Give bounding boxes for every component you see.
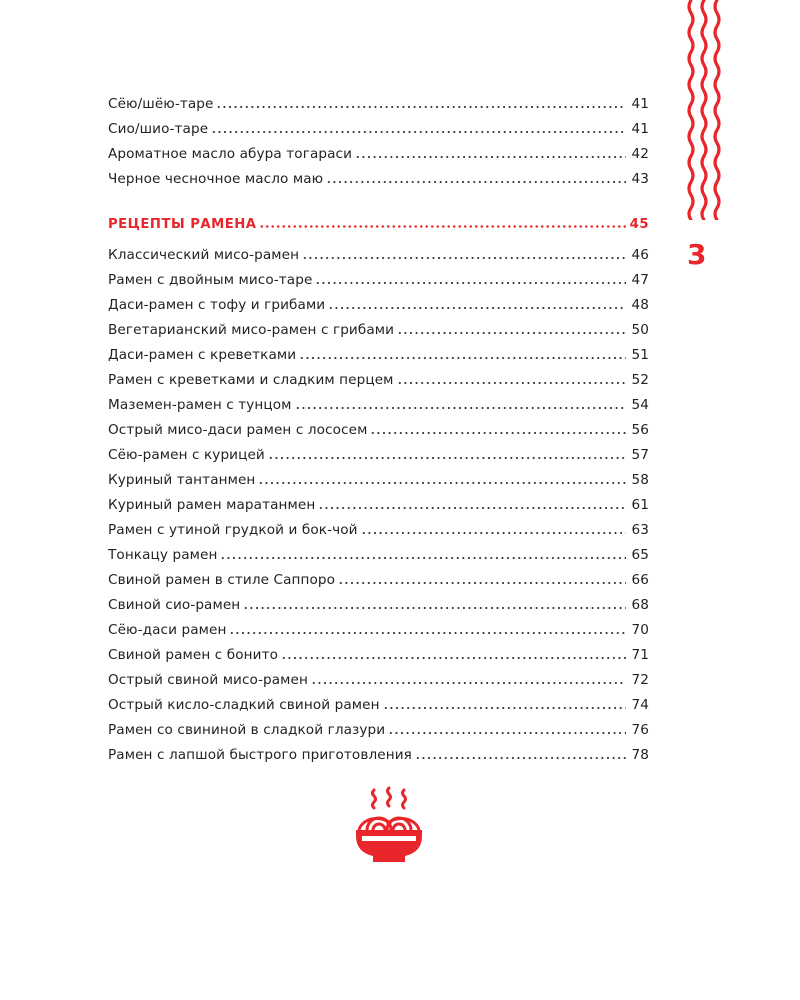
- toc-page: 54: [631, 397, 649, 413]
- toc-page: 51: [631, 347, 649, 363]
- dot-leader: [259, 225, 626, 228]
- section-gap: [108, 192, 649, 212]
- toc-page: 50: [631, 322, 649, 338]
- toc-row[interactable]: [108, 693, 649, 718]
- toc-page: 61: [631, 497, 649, 513]
- toc-row[interactable]: [108, 368, 649, 393]
- dot-leader: [258, 482, 626, 484]
- toc-title: Куриный рамен маратанмен: [108, 497, 316, 513]
- dot-leader: [361, 532, 626, 534]
- toc-title: Острый кисло-сладкий свиной рамен: [108, 697, 380, 713]
- toc-row[interactable]: [108, 743, 649, 768]
- toc-row[interactable]: [108, 468, 649, 493]
- dot-leader: [302, 257, 626, 259]
- toc-row[interactable]: [108, 418, 649, 443]
- toc-row[interactable]: [108, 268, 649, 293]
- toc-page: 46: [631, 247, 649, 263]
- toc-row[interactable]: [108, 117, 649, 142]
- dot-leader: [338, 582, 626, 584]
- dot-leader: [355, 156, 626, 158]
- toc-page: 52: [631, 372, 649, 388]
- toc-page: 43: [631, 171, 649, 187]
- toc-row[interactable]: [108, 318, 649, 343]
- toc-title: Вегетарианский мисо-рамен с грибами: [108, 322, 395, 338]
- toc-row[interactable]: [108, 568, 649, 593]
- table-of-contents: [108, 92, 649, 768]
- dot-leader: [220, 557, 626, 559]
- toc-title: Куриный тантанмен: [108, 472, 256, 488]
- toc-title: Даси-рамен с тофу и грибами: [108, 297, 326, 313]
- toc-row[interactable]: [108, 243, 649, 268]
- toc-title: Свиной сио-рамен: [108, 597, 241, 613]
- toc-row[interactable]: [108, 293, 649, 318]
- toc-row[interactable]: [108, 518, 649, 543]
- toc-title: Острый мисо-даси рамен с лососем: [108, 422, 368, 438]
- toc-page: 65: [631, 547, 649, 563]
- toc-page: 66: [631, 572, 649, 588]
- page-number: 3: [687, 238, 707, 271]
- section-page: 45: [629, 217, 649, 232]
- toc-row[interactable]: [108, 443, 649, 468]
- toc-page: 41: [631, 121, 649, 137]
- toc-page: 72: [631, 672, 649, 688]
- toc-title: Даси-рамен с креветками: [108, 347, 297, 363]
- toc-title: Рамен с утиной грудкой и бок-чой: [108, 522, 358, 538]
- dot-leader: [281, 657, 626, 659]
- toc-title: Рамен с лапшой быстрого приготовления: [108, 747, 412, 763]
- dot-leader: [268, 457, 626, 459]
- toc-row[interactable]: [108, 167, 649, 192]
- toc-page: 56: [631, 422, 649, 438]
- toc-page: 41: [631, 96, 649, 112]
- dot-leader: [315, 282, 626, 284]
- toc-title: Рамен со свининой в сладкой глазури: [108, 722, 386, 738]
- toc-title: Ароматное масло абура тогараси: [108, 146, 353, 162]
- dot-leader: [318, 507, 626, 509]
- toc-row[interactable]: [108, 493, 649, 518]
- toc-title: Тонкацу рамен: [108, 547, 218, 563]
- toc-row[interactable]: [108, 618, 649, 643]
- toc-page: 47: [631, 272, 649, 288]
- toc-row[interactable]: [108, 593, 649, 618]
- dot-leader: [328, 307, 626, 309]
- dot-leader: [370, 432, 626, 434]
- dot-leader: [415, 757, 626, 759]
- toc-page: 58: [631, 472, 649, 488]
- toc-page: 57: [631, 447, 649, 463]
- dot-leader: [397, 332, 626, 334]
- dot-leader: [216, 106, 626, 108]
- toc-page: 68: [631, 597, 649, 613]
- toc-page: 42: [631, 146, 649, 162]
- dot-leader: [229, 632, 626, 634]
- toc-page: 74: [631, 697, 649, 713]
- toc-title: Сёю/шёю-таре: [108, 96, 214, 112]
- dot-leader: [388, 732, 626, 734]
- toc-title: Маземен-рамен с тунцом: [108, 397, 292, 413]
- toc-row[interactable]: [108, 343, 649, 368]
- toc-row[interactable]: [108, 142, 649, 167]
- dot-leader: [311, 682, 626, 684]
- toc-title: Свиной рамен в стиле Саппоро: [108, 572, 336, 588]
- toc-row[interactable]: [108, 718, 649, 743]
- toc-page: 63: [631, 522, 649, 538]
- toc-title: Классический мисо-рамен: [108, 247, 300, 263]
- toc-page: 78: [631, 747, 649, 763]
- dot-leader: [397, 382, 626, 384]
- toc-title: Острый свиной мисо-рамен: [108, 672, 308, 688]
- dot-leader: [326, 181, 626, 183]
- toc-page: 48: [631, 297, 649, 313]
- toc-page: 71: [631, 647, 649, 663]
- dot-leader: [295, 407, 626, 409]
- section-title: РЕЦЕПТЫ РАМЕНА: [108, 217, 257, 232]
- toc-section-heading[interactable]: [108, 212, 649, 237]
- ramen-bowl-icon: [353, 786, 425, 868]
- toc-title: Свиной рамен с бонито: [108, 647, 279, 663]
- toc-title: Рамен с двойным мисо-таре: [108, 272, 313, 288]
- toc-row[interactable]: [108, 668, 649, 693]
- toc-title: Сёю-даси рамен: [108, 622, 227, 638]
- toc-row[interactable]: [108, 393, 649, 418]
- toc-row[interactable]: [108, 92, 649, 117]
- toc-row[interactable]: [108, 543, 649, 568]
- toc-title: Рамен с креветками и сладким перцем: [108, 372, 394, 388]
- toc-title: Сио/шио-таре: [108, 121, 209, 137]
- dot-leader: [383, 707, 626, 709]
- toc-page: 70: [631, 622, 649, 638]
- toc-title: Сёю-рамен с курицей: [108, 447, 265, 463]
- toc-title: Черное чесночное масло маю: [108, 171, 324, 187]
- dot-leader: [299, 357, 626, 359]
- toc-row[interactable]: [108, 643, 649, 668]
- toc-page: 76: [631, 722, 649, 738]
- dot-leader: [243, 607, 626, 609]
- dot-leader: [211, 131, 626, 133]
- wavy-lines-icon: [683, 0, 727, 220]
